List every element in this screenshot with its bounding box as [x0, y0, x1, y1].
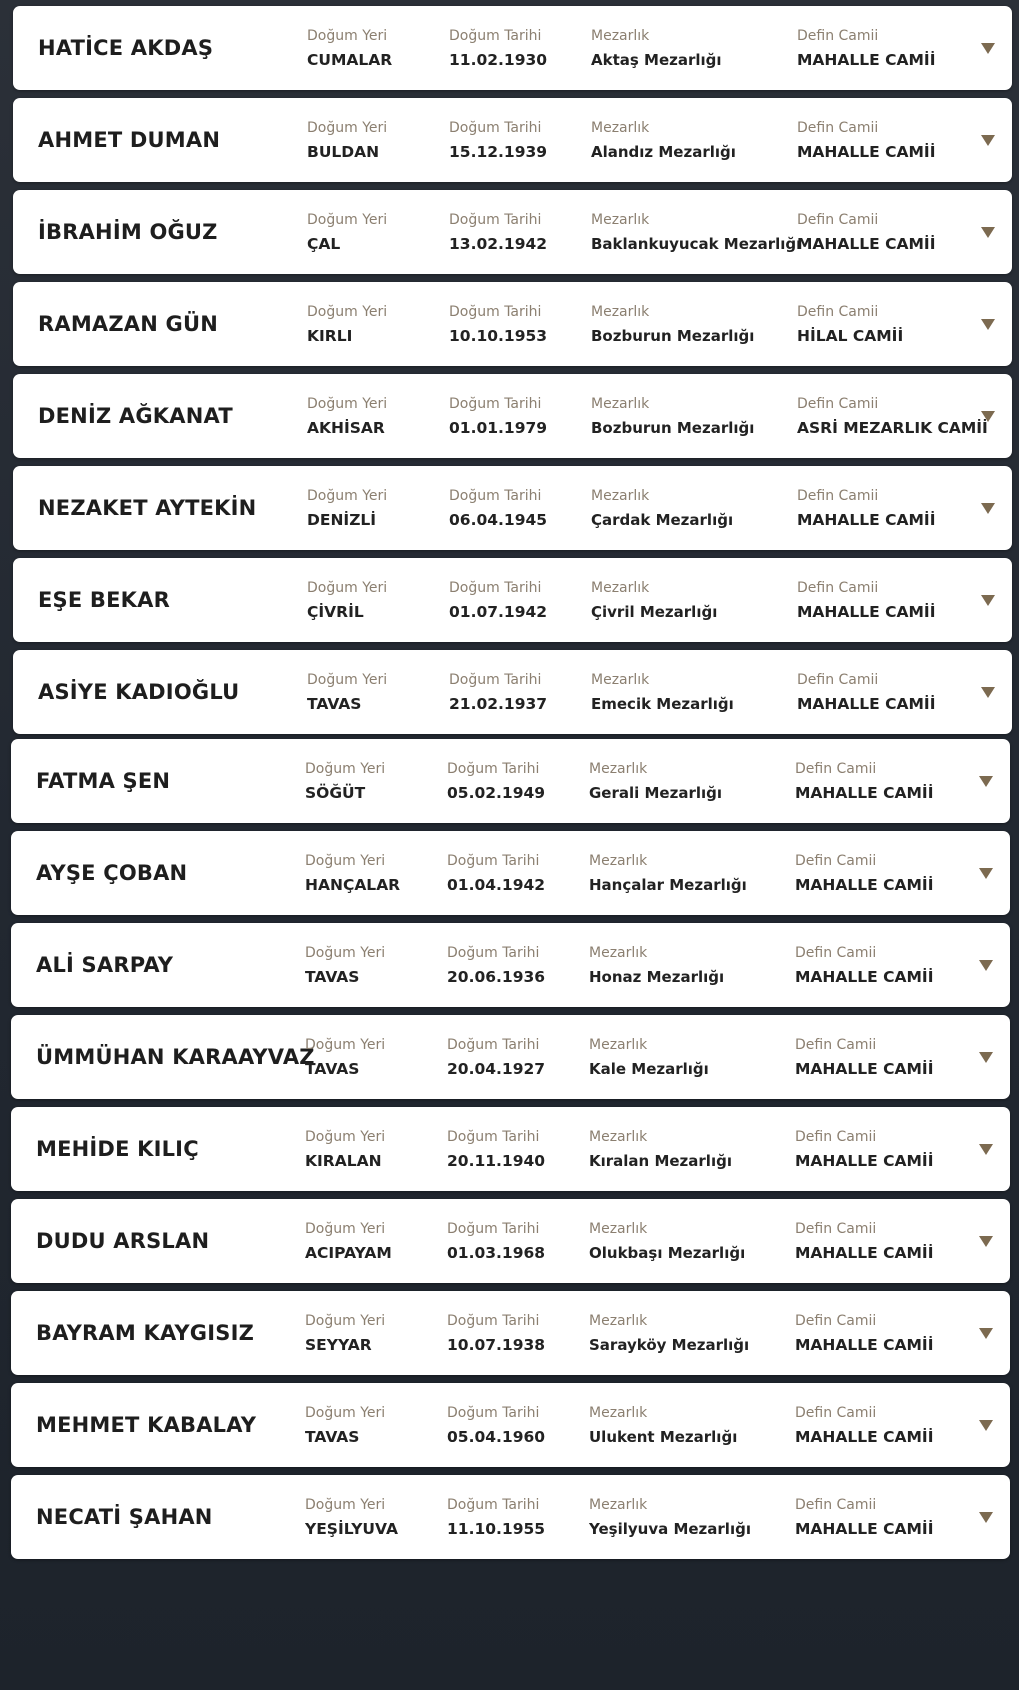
- birthdate-label: Doğum Tarihi: [447, 945, 540, 961]
- cemetery-label: Mezarlık: [591, 28, 650, 44]
- birthplace-label: Doğum Yeri: [305, 1497, 386, 1513]
- birthplace-value: KIRALAN: [305, 1152, 382, 1170]
- birthplace-field: [307, 211, 387, 254]
- birthdate-field: [447, 1496, 545, 1539]
- obituary-card[interactable]: [11, 923, 1010, 1007]
- birthdate-value: 01.04.1942: [447, 876, 546, 894]
- mosque-label: Defin Camii: [797, 488, 879, 504]
- birthdate-value: 05.04.1960: [447, 1428, 546, 1446]
- cemetery-value: Bozburun Mezarlığı: [591, 419, 755, 437]
- mosque-label: Defin Camii: [797, 28, 879, 44]
- mosque-value: MAHALLE CAMİİ: [797, 511, 936, 529]
- deceased-name: NEZAKET AYTEKİN: [38, 496, 257, 520]
- birthdate-label: Doğum Tarihi: [449, 580, 542, 596]
- deceased-name: NECATİ ŞAHAN: [36, 1505, 213, 1529]
- expand-toggle[interactable]: [974, 1229, 998, 1253]
- obituary-card[interactable]: [13, 282, 1012, 366]
- obituary-card[interactable]: [13, 6, 1012, 90]
- birthplace-field: [305, 760, 385, 803]
- birthdate-label: Doğum Tarihi: [447, 761, 540, 777]
- deceased-name: AYŞE ÇOBAN: [36, 861, 188, 885]
- expand-toggle[interactable]: [976, 680, 1000, 704]
- birthdate-label: Doğum Tarihi: [447, 1313, 540, 1329]
- birthdate-field: [447, 1036, 545, 1079]
- cemetery-value: Bozburun Mezarlığı: [591, 327, 755, 345]
- birthdate-field: [447, 944, 545, 987]
- cemetery-label: Mezarlık: [589, 1221, 648, 1237]
- obituary-card[interactable]: [13, 558, 1012, 642]
- mosque-field: [795, 1496, 933, 1539]
- mosque-field: [797, 303, 903, 346]
- cemetery-value: Gerali Mezarlığı: [589, 784, 723, 802]
- birthdate-field: [447, 1220, 545, 1263]
- deceased-name: MEHMET KABALAY: [36, 1413, 257, 1437]
- birthdate-value: 01.01.1979: [449, 419, 548, 437]
- mosque-field: [797, 27, 935, 70]
- birthplace-field: [307, 579, 387, 622]
- chevron-down-icon[interactable]: [980, 594, 996, 607]
- birthdate-label: Doğum Tarihi: [447, 1497, 540, 1513]
- birthplace-field: [305, 1404, 385, 1447]
- birthplace-value: ÇAL: [307, 235, 341, 253]
- mosque-label: Defin Camii: [795, 945, 877, 961]
- mosque-value: MAHALLE CAMİİ: [795, 1428, 934, 1446]
- birthplace-label: Doğum Yeri: [307, 488, 388, 504]
- expand-toggle[interactable]: [976, 588, 1000, 612]
- mosque-value: MAHALLE CAMİİ: [795, 1152, 934, 1170]
- cemetery-value: Kıralan Mezarlığı: [589, 1152, 732, 1170]
- mosque-field: [795, 944, 933, 987]
- birthdate-label: Doğum Tarihi: [447, 1405, 540, 1421]
- mosque-value: HİLAL CAMİİ: [797, 327, 904, 345]
- cemetery-field: [589, 944, 724, 987]
- cemetery-label: Mezarlık: [589, 945, 648, 961]
- mosque-label: Defin Camii: [795, 1313, 877, 1329]
- birthdate-field: [449, 671, 547, 714]
- cemetery-value: Kale Mezarlığı: [589, 1060, 709, 1078]
- birthplace-value: HANÇALAR: [305, 876, 401, 894]
- birthplace-field: [305, 1220, 392, 1263]
- chevron-down-icon[interactable]: [978, 775, 994, 788]
- mosque-value: MAHALLE CAMİİ: [797, 603, 936, 621]
- birthdate-field: [449, 27, 547, 70]
- birthplace-field: [305, 852, 400, 895]
- expand-toggle[interactable]: [976, 220, 1000, 244]
- mosque-label: Defin Camii: [795, 1037, 877, 1053]
- deceased-name: FATMA ŞEN: [36, 769, 171, 793]
- cemetery-field: [591, 487, 733, 530]
- birthplace-field: [307, 487, 387, 530]
- birthdate-label: Doğum Tarihi: [447, 1129, 540, 1145]
- birthdate-field: [447, 1404, 545, 1447]
- expand-toggle[interactable]: [974, 1045, 998, 1069]
- birthdate-value: 20.11.1940: [447, 1152, 546, 1170]
- birthdate-field: [449, 119, 547, 162]
- cemetery-label: Mezarlık: [589, 1497, 648, 1513]
- birthdate-label: Doğum Tarihi: [449, 488, 542, 504]
- birthdate-value: 01.07.1942: [449, 603, 548, 621]
- cemetery-label: Mezarlık: [589, 1405, 648, 1421]
- cemetery-field: [591, 27, 722, 70]
- cemetery-field: [589, 1312, 749, 1355]
- deceased-name: RAMAZAN GÜN: [38, 312, 219, 336]
- cemetery-label: Mezarlık: [591, 580, 650, 596]
- birthdate-field: [449, 395, 547, 438]
- birthdate-value: 10.10.1953: [449, 327, 548, 345]
- birthplace-label: Doğum Yeri: [307, 120, 388, 136]
- mosque-value: ASRİ MEZARLIK CAMİİ: [797, 419, 988, 437]
- birthplace-field: [307, 303, 387, 346]
- mosque-label: Defin Camii: [795, 1129, 877, 1145]
- chevron-down-icon[interactable]: [978, 1235, 994, 1248]
- birthdate-field: [449, 579, 547, 622]
- birthplace-value: DENİZLİ: [307, 511, 377, 529]
- deceased-name: ASİYE KADIOĞLU: [38, 680, 240, 704]
- chevron-down-icon[interactable]: [980, 318, 996, 331]
- birthdate-value: 06.04.1945: [449, 511, 548, 529]
- expand-toggle[interactable]: [974, 1137, 998, 1161]
- cemetery-label: Mezarlık: [591, 396, 650, 412]
- obituary-card[interactable]: [11, 1015, 1010, 1099]
- birthdate-value: 01.03.1968: [447, 1244, 546, 1262]
- cemetery-field: [589, 1404, 737, 1447]
- birthplace-label: Doğum Yeri: [307, 396, 388, 412]
- mosque-field: [797, 671, 935, 714]
- expand-toggle[interactable]: [976, 404, 1000, 428]
- cemetery-label: Mezarlık: [591, 212, 650, 228]
- cemetery-label: Mezarlık: [589, 761, 648, 777]
- mosque-value: MAHALLE CAMİİ: [797, 235, 936, 253]
- mosque-label: Defin Camii: [797, 396, 879, 412]
- expand-toggle[interactable]: [974, 1413, 998, 1437]
- chevron-down-icon[interactable]: [978, 867, 994, 880]
- cemetery-field: [591, 671, 734, 714]
- obituary-card[interactable]: [11, 1383, 1010, 1467]
- mosque-label: Defin Camii: [795, 853, 877, 869]
- birthdate-field: [447, 852, 545, 895]
- cemetery-field: [589, 1496, 751, 1539]
- birthplace-value: YEŞİLYUVA: [305, 1520, 398, 1538]
- obituary-card[interactable]: [11, 831, 1010, 915]
- birthplace-label: Doğum Yeri: [305, 1037, 386, 1053]
- expand-toggle[interactable]: [974, 861, 998, 885]
- birthplace-field: [305, 944, 385, 987]
- cemetery-label: Mezarlık: [589, 853, 648, 869]
- birthdate-label: Doğum Tarihi: [449, 396, 542, 412]
- birthplace-value: ÇİVRİL: [307, 603, 364, 621]
- mosque-field: [797, 211, 935, 254]
- mosque-label: Defin Camii: [795, 761, 877, 777]
- expand-toggle[interactable]: [976, 312, 1000, 336]
- cemetery-value: Emecik Mezarlığı: [591, 695, 734, 713]
- mosque-field: [797, 119, 935, 162]
- birthdate-field: [449, 211, 547, 254]
- birthplace-value: AKHİSAR: [307, 419, 385, 437]
- cemetery-value: Olukbaşı Mezarlığı: [589, 1244, 746, 1262]
- birthplace-value: TAVAS: [305, 1428, 360, 1446]
- chevron-down-icon[interactable]: [980, 410, 996, 423]
- mosque-field: [795, 1312, 933, 1355]
- deceased-name: EŞE BEKAR: [38, 588, 170, 612]
- birthplace-field: [305, 1496, 398, 1539]
- cemetery-value: Alandız Mezarlığı: [591, 143, 736, 161]
- birthplace-label: Doğum Yeri: [307, 580, 388, 596]
- birthdate-label: Doğum Tarihi: [447, 853, 540, 869]
- birthplace-field: [307, 27, 392, 70]
- deceased-name: AHMET DUMAN: [38, 128, 221, 152]
- birthdate-value: 21.02.1937: [449, 695, 548, 713]
- birthdate-field: [447, 760, 545, 803]
- mosque-field: [795, 1128, 933, 1171]
- birthdate-label: Doğum Tarihi: [449, 120, 542, 136]
- birthdate-value: 11.02.1930: [449, 51, 548, 69]
- birthdate-value: 13.02.1942: [449, 235, 548, 253]
- birthdate-field: [449, 303, 547, 346]
- birthdate-value: 05.02.1949: [447, 784, 546, 802]
- chevron-down-icon[interactable]: [980, 42, 996, 55]
- mosque-label: Defin Camii: [797, 212, 879, 228]
- chevron-down-icon[interactable]: [980, 686, 996, 699]
- cemetery-field: [589, 1220, 745, 1263]
- expand-toggle[interactable]: [974, 769, 998, 793]
- chevron-down-icon[interactable]: [980, 134, 996, 147]
- mosque-value: MAHALLE CAMİİ: [795, 1244, 934, 1262]
- cemetery-field: [591, 211, 801, 254]
- obituary-card[interactable]: [13, 650, 1012, 734]
- deceased-name: İBRAHİM OĞUZ: [38, 220, 218, 244]
- birthplace-value: CUMALAR: [307, 51, 393, 69]
- birthdate-label: Doğum Tarihi: [449, 212, 542, 228]
- mosque-value: MAHALLE CAMİİ: [797, 51, 936, 69]
- birthdate-value: 20.04.1927: [447, 1060, 546, 1078]
- cemetery-label: Mezarlık: [591, 488, 650, 504]
- cemetery-value: Hançalar Mezarlığı: [589, 876, 747, 894]
- cemetery-field: [589, 760, 722, 803]
- birthplace-field: [307, 395, 387, 438]
- cemetery-label: Mezarlık: [591, 304, 650, 320]
- mosque-label: Defin Camii: [795, 1497, 877, 1513]
- expand-toggle[interactable]: [976, 128, 1000, 152]
- deceased-name: BAYRAM KAYGISIZ: [36, 1321, 255, 1345]
- birthplace-label: Doğum Yeri: [305, 1405, 386, 1421]
- chevron-down-icon[interactable]: [978, 1051, 994, 1064]
- expand-toggle[interactable]: [974, 953, 998, 977]
- mosque-label: Defin Camii: [797, 580, 879, 596]
- mosque-field: [795, 760, 933, 803]
- expand-toggle[interactable]: [976, 36, 1000, 60]
- birthdate-field: [449, 487, 547, 530]
- deceased-name: DENİZ AĞKANAT: [38, 404, 233, 428]
- birthdate-value: 20.06.1936: [447, 968, 546, 986]
- mosque-label: Defin Camii: [795, 1221, 877, 1237]
- birthplace-label: Doğum Yeri: [307, 304, 388, 320]
- cemetery-label: Mezarlık: [589, 1037, 648, 1053]
- birthplace-label: Doğum Yeri: [305, 1313, 386, 1329]
- mosque-label: Defin Camii: [797, 120, 879, 136]
- cemetery-field: [589, 1036, 709, 1079]
- mosque-value: MAHALLE CAMİİ: [795, 1336, 934, 1354]
- expand-toggle[interactable]: [976, 496, 1000, 520]
- cemetery-field: [589, 1128, 732, 1171]
- birthplace-value: KIRLI: [307, 327, 353, 345]
- birthdate-label: Doğum Tarihi: [449, 672, 542, 688]
- mosque-value: MAHALLE CAMİİ: [797, 695, 936, 713]
- mosque-value: MAHALLE CAMİİ: [795, 1060, 934, 1078]
- chevron-down-icon[interactable]: [980, 502, 996, 515]
- birthplace-value: ACIPAYAM: [305, 1244, 392, 1262]
- mosque-value: MAHALLE CAMİİ: [795, 784, 934, 802]
- deceased-name: DUDU ARSLAN: [36, 1229, 210, 1253]
- birthdate-label: Doğum Tarihi: [447, 1037, 540, 1053]
- deceased-name: ALİ SARPAY: [36, 953, 174, 977]
- mosque-field: [795, 852, 933, 895]
- cemetery-value: Aktaş Mezarlığı: [591, 51, 722, 69]
- mosque-field: [795, 1404, 933, 1447]
- birthdate-value: 15.12.1939: [449, 143, 548, 161]
- cemetery-field: [591, 395, 754, 438]
- cemetery-field: [589, 852, 747, 895]
- mosque-label: Defin Camii: [797, 304, 879, 320]
- birthplace-value: TAVAS: [305, 968, 360, 986]
- obituary-card[interactable]: [11, 1107, 1010, 1191]
- birthplace-label: Doğum Yeri: [307, 212, 388, 228]
- birthplace-value: SEYYAR: [305, 1336, 372, 1354]
- obituary-card[interactable]: [11, 739, 1010, 823]
- cemetery-field: [591, 579, 717, 622]
- birthplace-field: [305, 1312, 385, 1355]
- chevron-down-icon[interactable]: [978, 1327, 994, 1340]
- birthplace-label: Doğum Yeri: [305, 761, 386, 777]
- deceased-name: ÜMMÜHAN KARAAYVAZ: [36, 1045, 315, 1069]
- birthplace-field: [307, 119, 387, 162]
- mosque-field: [795, 1220, 933, 1263]
- mosque-value: MAHALLE CAMİİ: [795, 1520, 934, 1538]
- birthdate-value: 11.10.1955: [447, 1520, 546, 1538]
- mosque-field: [797, 579, 935, 622]
- birthplace-field: [307, 671, 387, 714]
- chevron-down-icon[interactable]: [978, 1511, 994, 1524]
- mosque-field: [795, 1036, 933, 1079]
- birthplace-label: Doğum Yeri: [305, 945, 386, 961]
- mosque-field: [797, 395, 988, 438]
- birthdate-field: [447, 1128, 545, 1171]
- obituary-card[interactable]: [13, 98, 1012, 182]
- chevron-down-icon[interactable]: [978, 959, 994, 972]
- chevron-down-icon[interactable]: [978, 1419, 994, 1432]
- cemetery-value: Honaz Mezarlığı: [589, 968, 725, 986]
- obituary-card[interactable]: [11, 1475, 1010, 1559]
- cemetery-label: Mezarlık: [591, 672, 650, 688]
- cemetery-value: Çivril Mezarlığı: [591, 603, 718, 621]
- birthplace-label: Doğum Yeri: [305, 1129, 386, 1145]
- cemetery-value: Yeşilyuva Mezarlığı: [589, 1520, 751, 1538]
- obituary-card[interactable]: [13, 466, 1012, 550]
- birthplace-label: Doğum Yeri: [305, 853, 386, 869]
- mosque-value: MAHALLE CAMİİ: [795, 968, 934, 986]
- birthplace-label: Doğum Yeri: [307, 672, 388, 688]
- cemetery-field: [591, 119, 736, 162]
- mosque-value: MAHALLE CAMİİ: [797, 143, 936, 161]
- cemetery-value: Sarayköy Mezarlığı: [589, 1336, 750, 1354]
- cemetery-value: Ulukent Mezarlığı: [589, 1428, 738, 1446]
- cemetery-value: Çardak Mezarlığı: [591, 511, 734, 529]
- expand-toggle[interactable]: [974, 1321, 998, 1345]
- birthplace-value: TAVAS: [307, 695, 362, 713]
- chevron-down-icon[interactable]: [978, 1143, 994, 1156]
- birthdate-label: Doğum Tarihi: [447, 1221, 540, 1237]
- obituary-card[interactable]: [13, 190, 1012, 274]
- cemetery-label: Mezarlık: [589, 1313, 648, 1329]
- expand-toggle[interactable]: [974, 1505, 998, 1529]
- birthplace-field: [305, 1128, 385, 1171]
- birthdate-value: 10.07.1938: [447, 1336, 546, 1354]
- chevron-down-icon[interactable]: [980, 226, 996, 239]
- birthplace-label: Doğum Yeri: [307, 28, 388, 44]
- mosque-label: Defin Camii: [795, 1405, 877, 1421]
- birthdate-label: Doğum Tarihi: [449, 28, 542, 44]
- birthplace-label: Doğum Yeri: [305, 1221, 386, 1237]
- deceased-name: HATİCE AKDAŞ: [38, 36, 214, 60]
- birthplace-value: BULDAN: [307, 143, 380, 161]
- birthplace-value: SÖĞÜT: [305, 784, 366, 802]
- obituary-card[interactable]: [13, 374, 1012, 458]
- obituary-card[interactable]: [11, 1291, 1010, 1375]
- mosque-label: Defin Camii: [797, 672, 879, 688]
- cemetery-label: Mezarlık: [589, 1129, 648, 1145]
- obituary-card[interactable]: [11, 1199, 1010, 1283]
- birthplace-field: [305, 1036, 385, 1079]
- birthdate-field: [447, 1312, 545, 1355]
- mosque-value: MAHALLE CAMİİ: [795, 876, 934, 894]
- birthplace-value: TAVAS: [305, 1060, 360, 1078]
- birthdate-label: Doğum Tarihi: [449, 304, 542, 320]
- cemetery-field: [591, 303, 754, 346]
- mosque-field: [797, 487, 935, 530]
- deceased-name: MEHİDE KILIÇ: [36, 1137, 199, 1161]
- cemetery-value: Baklankuyucak Mezarlığı: [591, 235, 802, 253]
- cemetery-label: Mezarlık: [591, 120, 650, 136]
